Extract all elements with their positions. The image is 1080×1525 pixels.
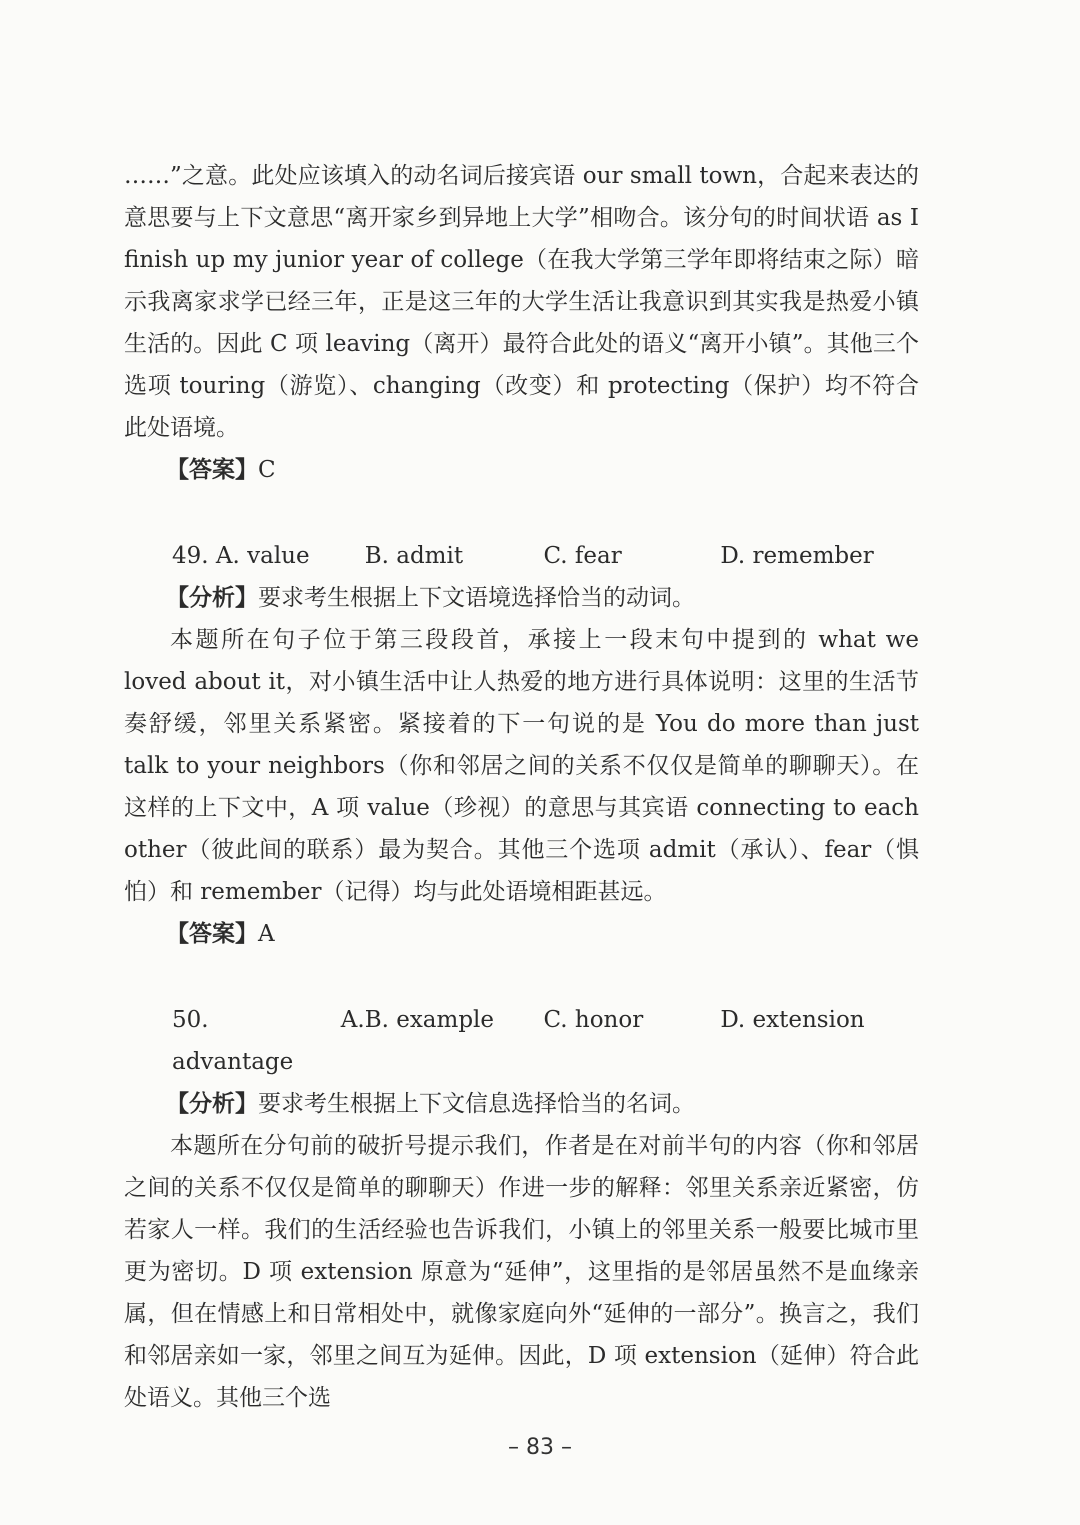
answer-line bbox=[124, 449, 919, 491]
q49-answer-line bbox=[124, 913, 919, 955]
section-gap bbox=[124, 491, 919, 535]
answer-value: C bbox=[258, 457, 276, 483]
q49-option-d: D. remember bbox=[720, 543, 874, 569]
question-49-options bbox=[124, 535, 919, 577]
q49-explanation: 本题所在句子位于第三段段首，承接上一段末句中提到的 what we loved about it，对小镇生活中让人热爱的地方进行具体说明：这里的生活节奏舒缓，邻里关系紧密。紧接着的下一句说的是 You do more than just talk to your neighbors（你和邻居之间的关系不仅仅是简单的聊聊天）。在这样的上下文中，A 项 value（珍视）的意思与其宾语 connecting to each other（彼此间的联系）最为契合。其他三个选项 admit（承认）、fear（惧怕）和 remember（记得）均与此处语境相距甚远。 bbox=[124, 627, 919, 905]
q49-option-b: B. admit bbox=[364, 543, 464, 569]
section-gap bbox=[124, 955, 919, 999]
answer-tag: 【答案】 bbox=[166, 457, 258, 483]
q50-analysis-tag: 【分析】 bbox=[166, 1091, 258, 1117]
previous-question-explanation: ……”之意。此处应该填入的动名词后接宾语 our small town，合起来表达的意思要与上下文意思“离开家乡到异地上大学”相吻合。该分句的时间状语 as I finish up my junior year of college（在我大学第三学年即将结束之际）暗示我离家求学已经三年，正是这三年的大学生活让我意识到其实我是热爱小镇生活的。因此 C 项 leaving（离开）最符合此处的语义“离开小镇”。其他三个选项 touring（游览）、changing（改变）和 protecting（保护）均不符合此处语境。 bbox=[124, 163, 919, 441]
q50-option-a: 50. A. advantage bbox=[172, 1007, 365, 1075]
q49-option-a: 49. A. value bbox=[172, 543, 310, 569]
q49-option-c: C. fear bbox=[543, 543, 622, 569]
page-number: – 83 – bbox=[508, 1435, 572, 1460]
q50-analysis-text: 要求考生根据上下文信息选择恰当的名词。 bbox=[258, 1091, 695, 1117]
q50-explanation: 本题所在分句前的破折号提示我们，作者是在对前半句的内容（你和邻居之间的关系不仅仅是简单的聊聊天）作进一步的解释：邻里关系亲近紧密，仿若家人一样。我们的生活经验也告诉我们，小镇上的邻里关系一般要比城市里更为密切。D 项 extension 原意为“延伸”，这里指的是邻居虽然不是血缘亲属，但在情感上和日常相处中，就像家庭向外“延伸的一部分”。换言之，我们和邻居亲如一家，邻里之间互为延伸。因此，D 项 extension（延伸）符合此处语义。其他三个选 bbox=[124, 1133, 919, 1411]
q49-answer-tag: 【答案】 bbox=[166, 921, 258, 947]
q49-answer-value: A bbox=[258, 921, 275, 947]
q50-option-b: B. example bbox=[364, 1007, 495, 1033]
q50-option-c: C. honor bbox=[543, 1007, 644, 1033]
q49-analysis-text: 要求考生根据上下文语境选择恰当的动词。 bbox=[258, 585, 695, 611]
q50-option-d: D. extension bbox=[720, 1007, 865, 1033]
page-content bbox=[124, 155, 919, 1419]
q49-analysis-line bbox=[124, 577, 919, 619]
q49-analysis-tag: 【分析】 bbox=[166, 585, 258, 611]
q50-analysis-line bbox=[124, 1083, 919, 1125]
question-50-options bbox=[124, 999, 919, 1083]
